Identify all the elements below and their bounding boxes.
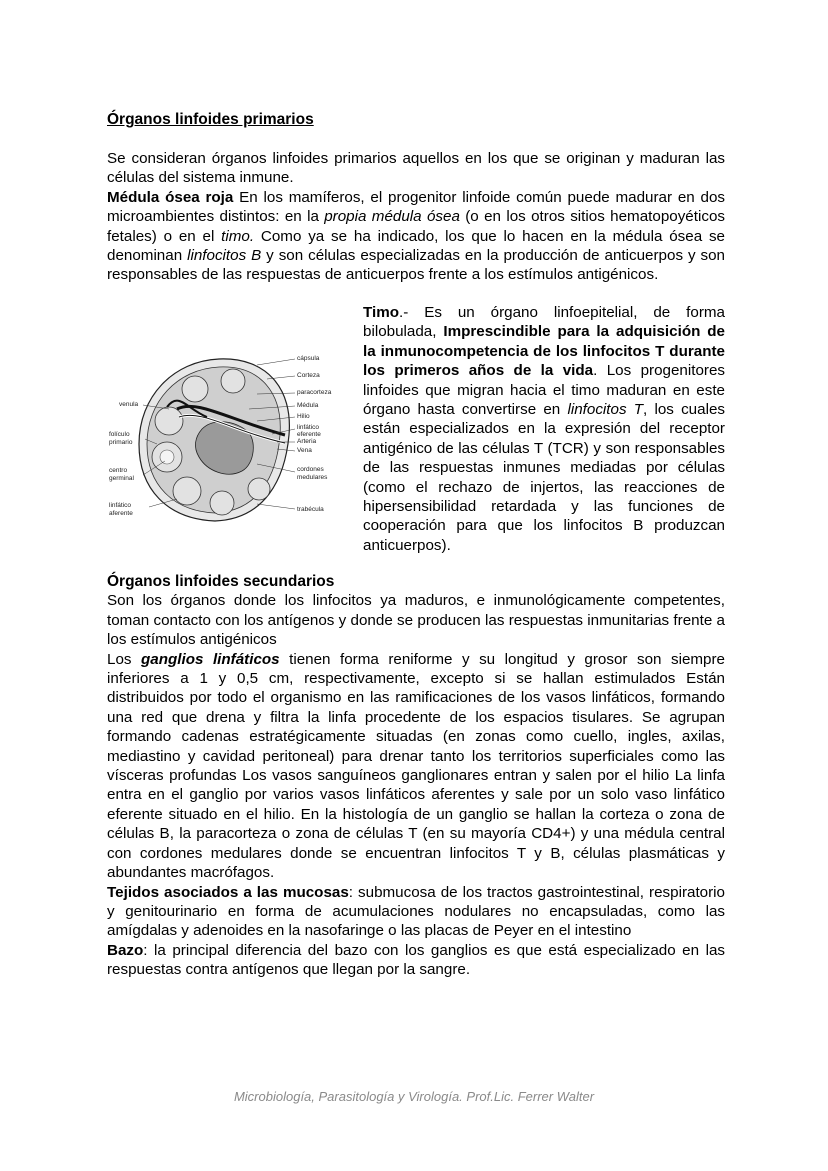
lymph-node-diagram bbox=[107, 339, 357, 534]
medula-text-3: Como ya se ha indicado, los que lo hacen en la médula ósea se denominan bbox=[107, 227, 726, 265]
medula-italic-1: propia médula ósea bbox=[324, 208, 460, 226]
label-arteria: Arteria bbox=[297, 438, 317, 445]
label-hilio: Hilio bbox=[297, 413, 310, 420]
timo-italic-1: linfocitos T bbox=[567, 401, 644, 419]
bazo-paragraph bbox=[107, 941, 725, 980]
label-corteza: Corteza bbox=[297, 372, 320, 379]
ganglios-paragraph bbox=[107, 650, 725, 883]
label-cordones-2: medulares bbox=[297, 474, 328, 481]
label-aferente-2: aferente bbox=[109, 510, 133, 517]
intro-block bbox=[107, 149, 725, 285]
label-cordones-1: cordones bbox=[297, 466, 324, 473]
medula-text-1: En los mamíferos, el progenitor linfoide común puede madurar en dos microambientes distintos: en la bbox=[107, 188, 725, 226]
medula-italic-3: linfocitos B bbox=[187, 247, 262, 265]
label-medula: Médula bbox=[297, 402, 319, 409]
timo-text-1: .- Es un órgano linfoepitelial, de forma bilobulada, bbox=[363, 304, 725, 341]
timo-paragraph bbox=[363, 303, 725, 555]
label-venula: venula bbox=[119, 401, 139, 408]
ganglios-term: ganglios linfáticos bbox=[141, 650, 280, 668]
secundarios-paragraph: Son los órganos donde los linfocitos ya maduros, e inmunológicamente competentes, toman contacto con los antígenos y donde se producen las respuestas inmunitarias frente a los estímulos antigénicos bbox=[107, 592, 725, 649]
timo-bold-1: Imprescindible para la adquisición de la inmunocompetencia de los linfocitos T durante los primeros años de la vida bbox=[363, 323, 725, 380]
section-heading-secundarios: Órganos linfoides secundarios bbox=[107, 573, 335, 590]
medula-paragraph bbox=[107, 188, 725, 285]
section-heading-primarios: Órganos linfoides primarios bbox=[107, 111, 314, 128]
bazo-text: : la principal diferencia del bazo con los ganglios es que está especializado en las respuestas contra antígenos que llegan por la sangre. bbox=[107, 941, 725, 979]
label-capsula: cápsula bbox=[297, 355, 320, 362]
ganglios-pre: Los bbox=[107, 650, 141, 668]
label-trabecula: trabécula bbox=[297, 506, 324, 513]
timo-text-3: , los cuales están especializados en la expresión del receptor antigénico de las células T (TCR) y son responsables de las respuestas inmunes mediadas por células (como el rechazo de injertos, las reacciones de hipersensibilidad retardada y las funciones de cooperación para que los linfocitos B produzcan anticuerpos). bbox=[363, 401, 725, 554]
secundarios-section bbox=[107, 572, 725, 980]
label-vena: Vena bbox=[297, 447, 312, 454]
bazo-term: Bazo bbox=[107, 941, 144, 959]
timo-section bbox=[107, 303, 725, 573]
label-centro-2: germinal bbox=[109, 475, 134, 482]
label-foliculo-1: folículo bbox=[109, 431, 130, 438]
timo-text-2: . Los progenitores linfoides que migran hacia el timo maduran en este órgano hasta convertirse en bbox=[363, 362, 725, 419]
mucosas-text: : submucosa de los tractos gastrointestinal, respiratorio y genitourinario en forma de acumulaciones nodulares no encapsuladas, como las amígdalas y adenoides en la nasofaringe o las placas de Peyer en el intestino bbox=[107, 883, 725, 940]
medula-text-2: (o en los otros sitios hematopoyéticos fetales) o en el bbox=[107, 208, 725, 245]
label-paracorteza: paracorteza bbox=[297, 389, 332, 396]
label-aferente-1: linfático bbox=[109, 502, 132, 509]
mucosas-term: Tejidos asociados a las mucosas bbox=[107, 883, 349, 901]
label-linfatico-eferente-2: eferente bbox=[297, 431, 321, 438]
ganglios-text: tienen forma reniforme y su longitud y grosor son siempre inferiores a 1 y 0,5 cm, respectivamente, excepto si se hallan estimulados Están distribuidos por todo el organismo en las ramificaciones de los vasos linfáticos, formando una red que drena y filtra la linfa procedente de los espacios tisulares. Se agrupan formando cadenas estratégicamente situadas (en zonas como cuello, ingles, axilas, mediastino y cavidad peritoneal) para drenar tanto los territorios superficiales como las vísceras profundas Los vasos sanguíneos ganglionares entran y salen por el hilio La linfa entra en el ganglio por varios vasos linfáticos aferentes y sale por un solo vaso linfático eferente situado en el hilio. En la histología de un ganglio se hallan la corteza o zona de células B, la paracorteza o zona de células T (en su mayoría CD4+) y una médula central con cordones medulares donde se encuentran linfocitos T y B, células plasmáticas y abundantes macrófagos. bbox=[107, 650, 725, 882]
intro-paragraph: Se consideran órganos linfoides primarios aquellos en los que se originan y maduran las células del sistema inmune. bbox=[107, 150, 725, 187]
label-foliculo-2: primario bbox=[109, 439, 133, 446]
medula-italic-2: timo. bbox=[221, 227, 255, 245]
page-footer: Microbiología, Parasitología y Virología. Prof.Lic. Ferrer Walter bbox=[233, 1089, 595, 1104]
medula-text-4: y son células especializadas en la producción de anticuerpos y son responsables de las respuestas de anticuerpos frente a los estímulos antigénicos. bbox=[107, 247, 725, 284]
timo-term: Timo bbox=[363, 304, 400, 321]
label-centro-1: centro bbox=[109, 467, 128, 474]
label-linfatico-eferente-1: linfático bbox=[297, 424, 320, 431]
mucosas-paragraph bbox=[107, 883, 725, 941]
medula-term: Médula ósea roja bbox=[107, 188, 234, 206]
